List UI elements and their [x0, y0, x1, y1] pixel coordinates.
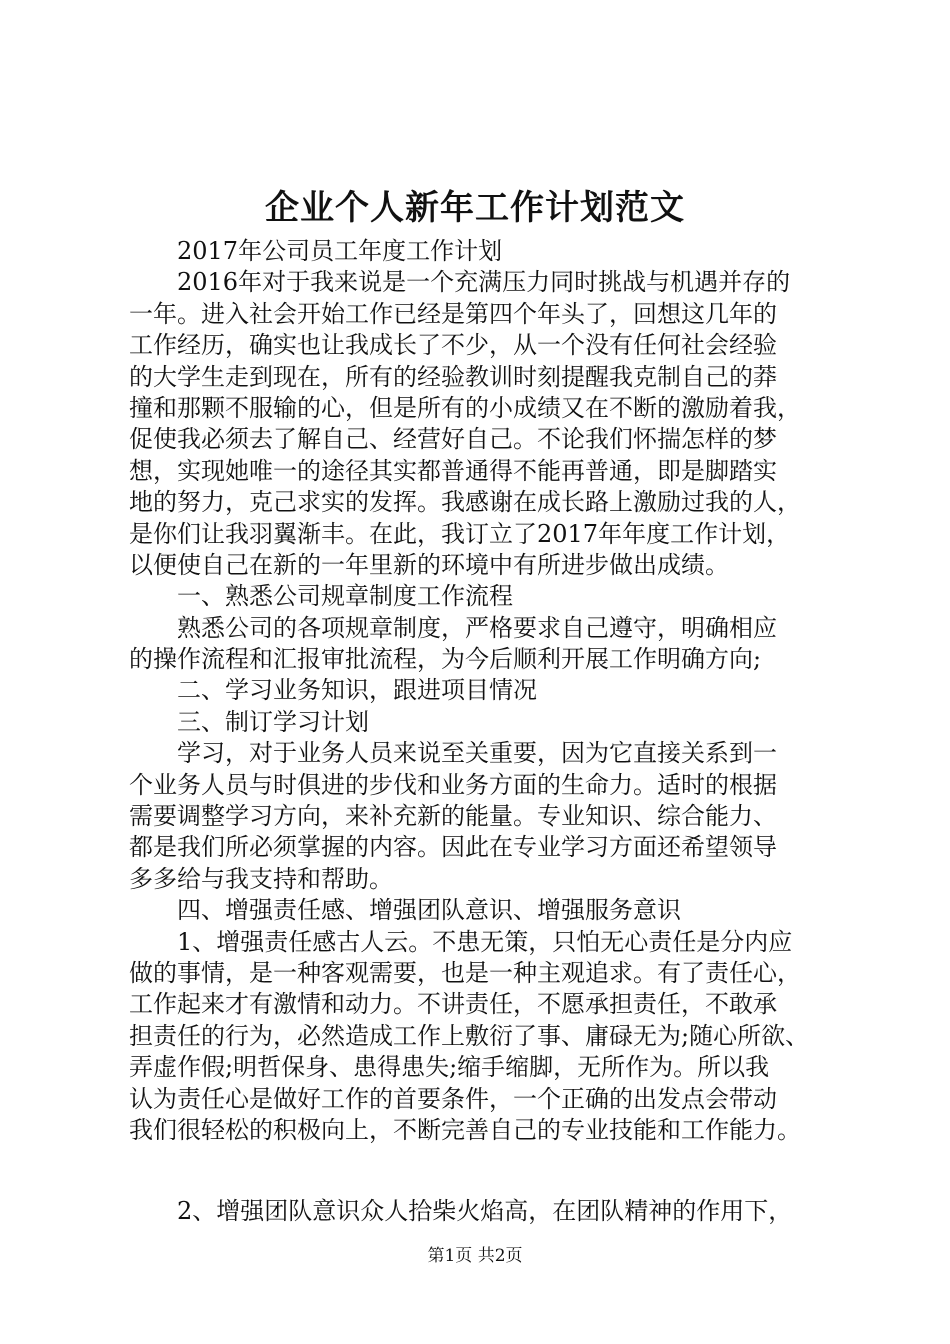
paragraph-line: 担责任的行为，必然造成工作上敷衍了事、庸碌无为;随心所欲、	[129, 1021, 810, 1050]
paragraph-line: 个业务人员与时俱进的步伐和业务方面的生命力。适时的根据	[129, 770, 777, 799]
document-title: 企业个人新年工作计划范文	[265, 188, 685, 228]
paragraph-line: 的操作流程和汇报审批流程，为今后顺利开展工作明确方向;	[129, 645, 762, 674]
paragraph-line: 是你们让我羽翼渐丰。在此，我订立了2017年年度工作计划，	[129, 519, 791, 548]
paragraph-line: 2016年对于我来说是一个充满压力同时挑战与机遇并存的	[177, 268, 791, 297]
section-heading: 三、制订学习计划	[177, 707, 369, 736]
paragraph-line: 以便使自己在新的一年里新的环境中有所进步做出成绩。	[129, 550, 729, 579]
paragraph-line: 1、增强责任感古人云。不患无策，只怕无心责任是分内应	[177, 927, 793, 956]
paragraph-line: 促使我必须去了解自己、经营好自己。不论我们怀揣怎样的梦	[129, 425, 777, 454]
paragraph-line: 学习，对于业务人员来说至关重要，因为它直接关系到一	[177, 739, 777, 768]
document-body	[129, 236, 829, 1228]
paragraph-line: 2、增强团队意识众人拾柴火焰高，在团队精神的作用下，	[177, 1197, 793, 1226]
paragraph-line: 工作起来才有激情和动力。不讲责任，不愿承担责任，不敢承	[129, 990, 777, 1019]
paragraph-line: 认为责任心是做好工作的首要条件，一个正确的出发点会带动	[129, 1084, 777, 1113]
paragraph-line: 我们很轻松的积极向上，不断完善自己的专业技能和工作能力。	[129, 1115, 801, 1144]
paragraph-line: 一年。进入社会开始工作已经是第四个年头了，回想这几年的	[129, 299, 777, 328]
paragraph-line: 弄虚作假;明哲保身、患得患失;缩手缩脚，无所作为。所以我	[129, 1053, 770, 1082]
paragraph-line: 的大学生走到现在，所有的经验教训时刻提醒我克制自己的莽	[129, 362, 777, 391]
paragraph-gap	[129, 1146, 829, 1196]
paragraph-line: 撞和那颗不服输的心，但是所有的小成绩又在不断的激励着我，	[129, 393, 801, 422]
paragraph-line: 熟悉公司的各项规章制度，严格要求自己遵守，明确相应	[177, 613, 777, 642]
paragraph-line: 需要调整学习方向，来补充新的能量。专业知识、综合能力、	[129, 802, 777, 831]
paragraph-line: 多多给与我支持和帮助。	[129, 864, 393, 893]
section-heading: 2017年公司员工年度工作计划	[177, 237, 503, 265]
paragraph-line: 做的事情，是一种客观需要，也是一种主观追求。有了责任心，	[129, 958, 801, 987]
paragraph-line: 地的努力，克己求实的发挥。我感谢在成长路上激励过我的人，	[129, 488, 801, 517]
section-heading: 二、学习业务知识，跟进项目情况	[177, 676, 537, 705]
paragraph-line: 工作经历，确实也让我成长了不少，从一个没有任何社会经验	[129, 331, 777, 360]
page-number-footer: 第1页 共2页	[427, 1246, 523, 1266]
section-heading: 一、熟悉公司规章制度工作流程	[177, 582, 513, 611]
paragraph-line: 都是我们所必须掌握的内容。因此在专业学习方面还希望领导	[129, 833, 777, 862]
section-heading: 四、增强责任感、增强团队意识、增强服务意识	[177, 896, 681, 925]
paragraph-line: 想，实现她唯一的途径其实都普通得不能再普通，即是脚踏实	[129, 456, 777, 485]
